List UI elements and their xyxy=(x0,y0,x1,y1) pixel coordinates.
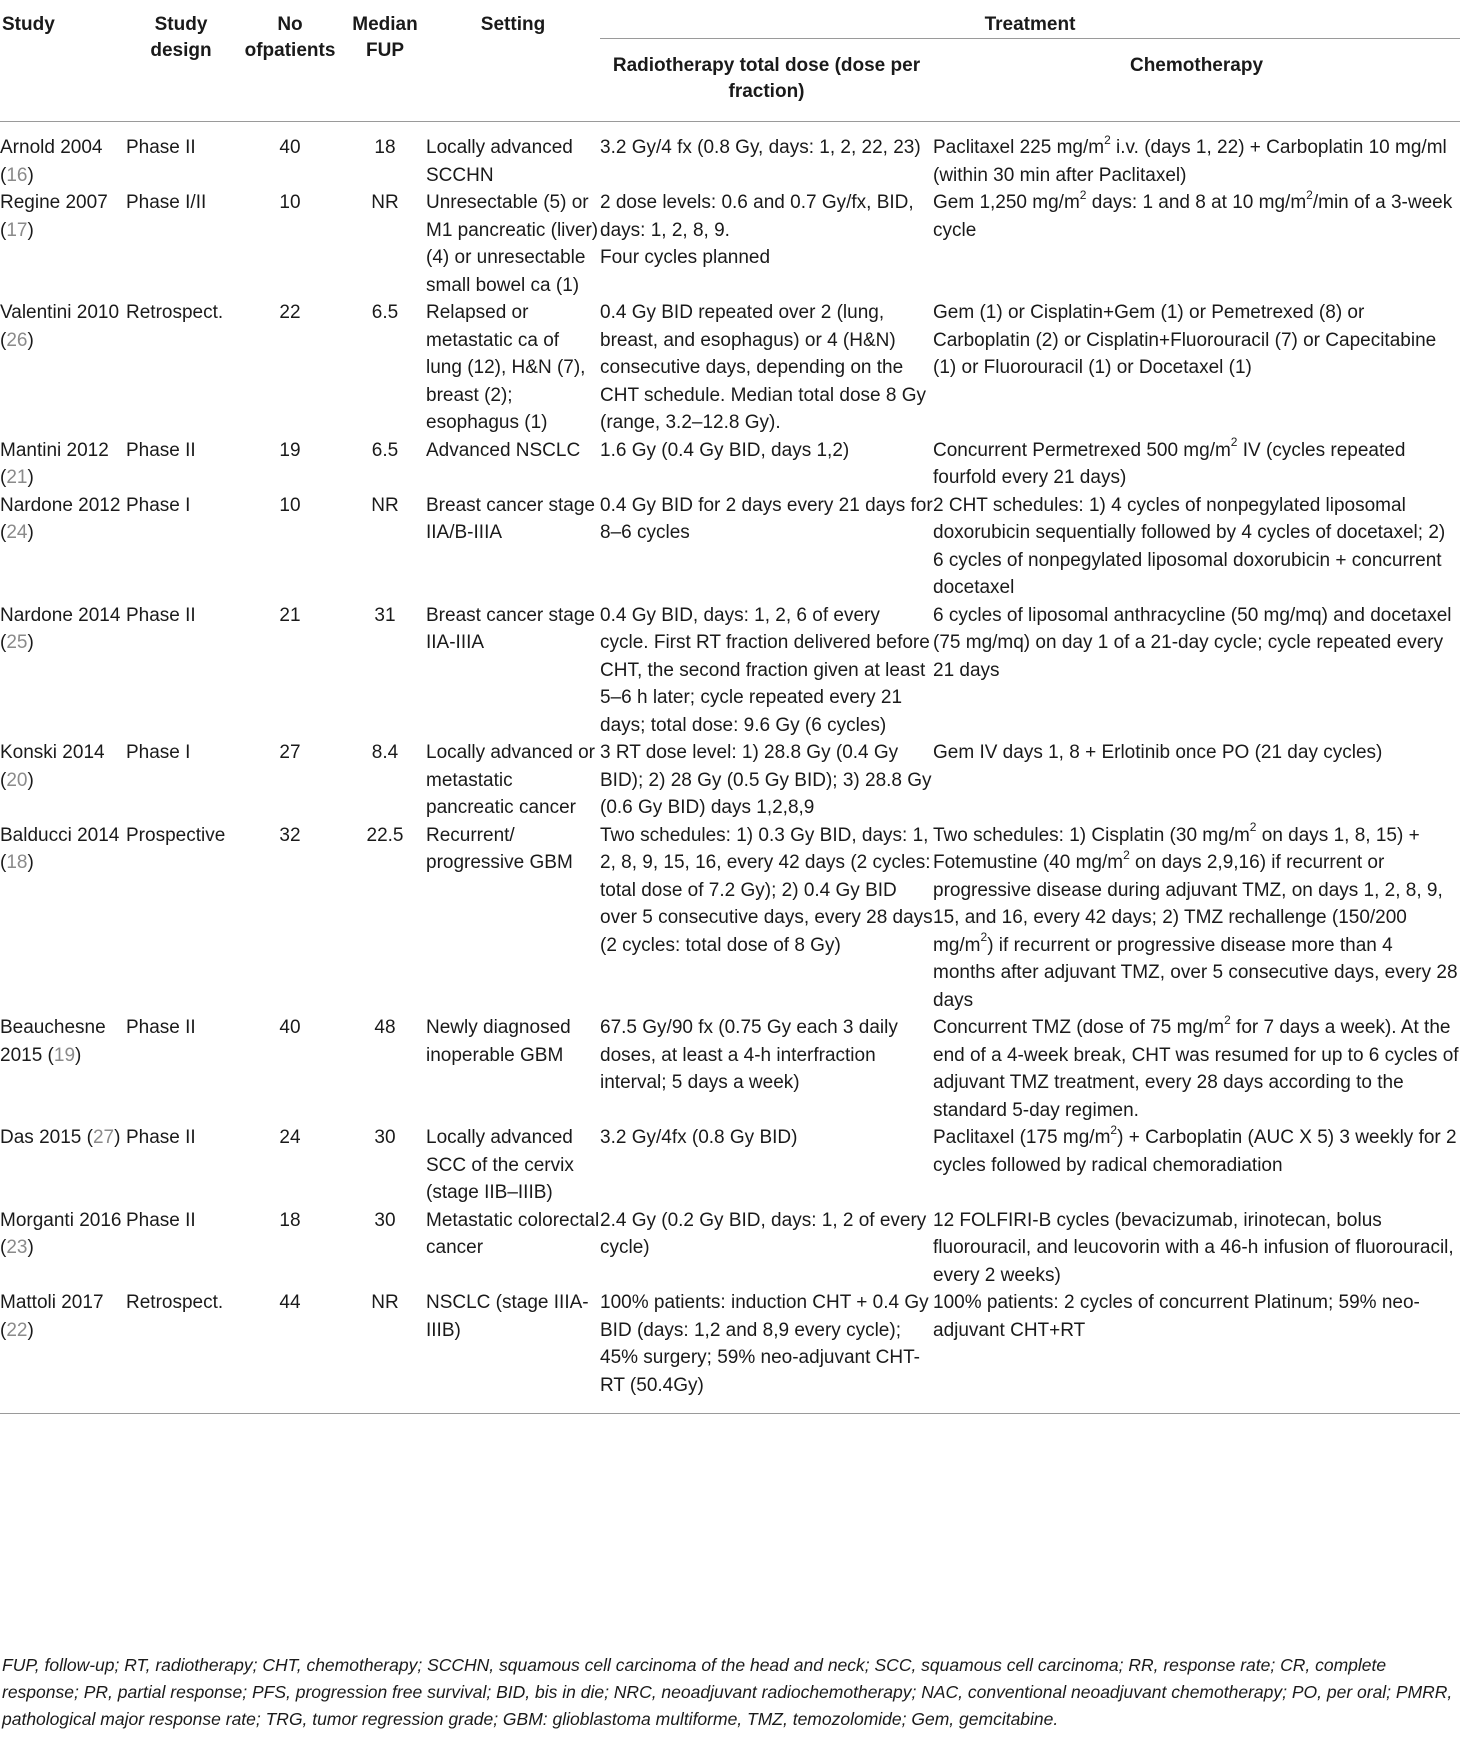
radiotherapy-cell: 1.6 Gy (0.4 Gy BID, days 1,2) xyxy=(600,439,850,461)
setting-cell: Advanced NSCLC xyxy=(426,439,581,461)
design-cell: Phase II xyxy=(126,1209,196,1231)
study-cell: Das 2015 (27) xyxy=(0,1127,121,1148)
design-cell: Phase I xyxy=(126,742,191,763)
table-row xyxy=(0,602,1460,740)
fup-cell: 30 xyxy=(374,1209,396,1231)
reference-link[interactable]: 20 xyxy=(6,769,28,791)
table-row xyxy=(0,1124,1460,1207)
patients-cell: 27 xyxy=(279,742,301,763)
radiotherapy-cell: 2 dose levels: 0.6 and 0.7 Gy/fx, BID, days: 1, 2, 8, 9. Four cycles planned xyxy=(600,192,914,268)
patients-cell: 32 xyxy=(279,824,301,846)
fup-cell: 6.5 xyxy=(371,439,399,461)
reference-link[interactable]: 22 xyxy=(6,1319,28,1341)
design-cell: Retrospect. xyxy=(126,302,224,323)
design-cell: Phase II xyxy=(126,439,196,461)
setting-cell: Recurrent/ progressive GBM xyxy=(426,824,573,873)
chemotherapy-cell: Gem IV days 1, 8 + Erlotinib once PO (21 day cycles) xyxy=(933,742,1383,763)
design-cell: Retrospect. xyxy=(126,1289,236,1414)
chemotherapy-cell: Two schedules: 1) Cisplatin (30 $mg/m^2$ on days 1, 8, 15) + Fotemustine (40 $mg/m^2$ on days 2,9,16) if recurrent or progressive disease during adjuvant TMZ, on days 1, 2, 8, 9, 15, and 16, every 42 days; 2) TMZ rechallenge (150/200 $mg/m^2$) if recurrent or progressive disease more than 4 months after adjuvant TMZ, over 5 consecutive days, every 28 days xyxy=(933,820,1458,1011)
reference-link[interactable]: 26 xyxy=(6,329,28,351)
table-footnote: FUP, follow-up; RT, radiotherapy; CHT, chemotherapy; SCCHN, squamous cell carcinoma of the head and neck; SCC, squamous cell carcinoma; RR, response rate; CR, complete response; PR, partial response; PFS, progression free survival; BID, bis in die; NRC, neoadjuvant radiochemotherapy; NAC, conventional neoadjuvant chemotherapy; PO, per oral; PMRR, pathological major response rate; TRG, tumor regression grade; GBM: glioblastoma multiforme, TMZ, temozolomide; Gem, gemcitabine. xyxy=(2,1655,1453,1729)
radiotherapy-cell: 0.4 Gy BID repeated over 2 (lung, breast, and esophagus) or 4 (H&N) consecutive days, depending on the CHT schedule. Median total dose 8 Gy (range, 3.2–12.8 Gy). xyxy=(600,302,926,433)
radiotherapy-cell: 3 RT dose level: 1) 28.8 Gy (0.4 Gy BID); 2) 28 Gy (0.5 Gy BID); 3) 28.8 Gy (0.6 Gy BID) days 1,2,8,9 xyxy=(600,742,932,818)
radiotherapy-cell: 100% patients: induction CHT + 0.4 Gy BID (days: 1,2 and 8,9 every cycle); 45% surgery; 59% neo-adjuvant CHT-RT (50.4Gy) xyxy=(600,1289,933,1414)
fup-cell: NR xyxy=(344,1289,426,1414)
reference-link[interactable]: 25 xyxy=(6,632,28,653)
setting-cell: Breast cancer stage IIA-IIIA xyxy=(426,604,595,653)
table-row xyxy=(0,739,1460,822)
reference-link[interactable]: 23 xyxy=(6,1237,28,1258)
table-row xyxy=(0,189,1460,299)
chemotherapy-cell: 100% patients: 2 cycles of concurrent Platinum; 59% neo-adjuvant CHT+RT xyxy=(933,1289,1460,1414)
table-row xyxy=(0,1289,1460,1414)
radiotherapy-cell: 67.5 Gy/90 fx (0.75 Gy each 3 daily doses, at least a 4-h interfraction interval; 5 days a week) xyxy=(600,1017,898,1093)
design-cell: Phase I/II xyxy=(126,192,207,213)
design-cell: Phase I xyxy=(126,494,191,516)
radiotherapy-cell: 0.4 Gy BID for 2 days every 21 days for 8–6 cycles xyxy=(600,494,933,543)
table-row xyxy=(0,1207,1460,1290)
patients-cell: 19 xyxy=(279,439,301,461)
reference-link[interactable]: 18 xyxy=(6,852,28,873)
setting-cell: Unresectable (5) or M1 pancreatic (liver) (4) or unresectable small bowel ca (1) xyxy=(426,192,599,296)
patients-cell: 10 xyxy=(279,192,301,213)
chemotherapy-cell: 6 cycles of liposomal anthracycline (50 mg/mq) and docetaxel (75 mg/mq) on day 1 of a 21-day cycle; cycle repeated every 21 days xyxy=(933,604,1452,681)
radiotherapy-cell: 3.2 Gy/4fx (0.8 Gy BID) xyxy=(600,1127,798,1148)
setting-cell: Relapsed or metastatic ca of lung (12), H&N (7), breast (2); esophagus (1) xyxy=(426,302,586,433)
chemotherapy-cell: Gem 1,250 $mg/m^2$ days: 1 and 8 at 10 $mg/m^2/\min$ of a 3-week cycle xyxy=(933,187,1453,241)
table-row xyxy=(0,437,1460,492)
study-cell: Konski 2014 (20) xyxy=(0,742,105,791)
study-cell: Nardone 2012 (24) xyxy=(0,494,121,543)
study-cell: Mantini 2012 (21) xyxy=(0,439,109,488)
header-patients: No ofpatients xyxy=(236,0,344,122)
header-median-fup: Median FUP xyxy=(344,0,426,122)
study-cell: Arnold 2004 (16) xyxy=(0,137,103,186)
chemotherapy-cell: Paclitaxel 225 $mg/m^2$ i.v. (days 1, 22) + Carboplatin 10 mg/ml (within 30 min after Paclitaxel) xyxy=(933,132,1447,186)
setting-cell: Locally advanced SCCHN xyxy=(426,137,573,186)
study-cell: Mattoli 2017 (22) xyxy=(0,1289,126,1414)
header-study-design: Study design xyxy=(126,0,236,122)
design-cell: Phase II xyxy=(126,604,196,626)
header-chemotherapy: Chemotherapy xyxy=(933,39,1460,122)
fup-cell: 18 xyxy=(374,137,396,158)
study-cell: Regine 2007 (17) xyxy=(0,192,108,241)
table-body xyxy=(0,122,1460,1414)
study-cell: Beauchesne 2015 (19) xyxy=(0,1017,106,1066)
table-row xyxy=(0,1014,1460,1124)
patients-cell: 24 xyxy=(279,1127,301,1148)
fup-cell: 30 xyxy=(374,1127,396,1148)
fup-cell: NR xyxy=(371,192,399,213)
setting-cell: Locally advanced or metastatic pancreatic cancer xyxy=(426,742,595,818)
radiotherapy-cell: 2.4 Gy (0.2 Gy BID, days: 1, 2 of every cycle) xyxy=(600,1209,927,1258)
reference-link[interactable]: 27 xyxy=(92,1127,115,1148)
patients-cell: 10 xyxy=(279,494,301,516)
fup-cell: 6.5 xyxy=(371,302,399,323)
radiotherapy-cell: Two schedules: 1) 0.3 Gy BID, days: 1, 2, 8, 9, 15, 16, every 42 days (2 cycles: total dose of 7.2 Gy); 2) 0.4 Gy BID over 5 consecutive days, every 28 days (2 cycles: total dose of 8 Gy) xyxy=(600,824,933,956)
reference-link[interactable]: 21 xyxy=(6,467,28,488)
fup-cell: 48 xyxy=(374,1017,396,1038)
study-cell: Morganti 2016 (23) xyxy=(0,1209,122,1258)
reference-link[interactable]: 19 xyxy=(53,1044,76,1066)
setting-cell: Breast cancer stage IIA/B-IIIA xyxy=(426,494,595,543)
fup-cell: NR xyxy=(371,494,399,516)
reference-link[interactable]: 16 xyxy=(6,164,28,186)
patients-cell: 40 xyxy=(279,137,301,158)
header-study: Study xyxy=(0,0,126,122)
patients-cell: 40 xyxy=(279,1017,301,1038)
chemotherapy-cell: Concurrent Permetrexed 500 $mg/m^2$ IV (cycles repeated fourfold every 21 days) xyxy=(933,435,1406,488)
table-row xyxy=(0,122,1460,190)
chemotherapy-cell: 2 CHT schedules: 1) 4 cycles of nonpegylated liposomal doxorubicin sequentially followed by 4 cycles of docetaxel; 2) 6 cycles of nonpegylated liposomal doxorubicin + concurrent docetaxel xyxy=(933,494,1446,598)
design-cell: Phase II xyxy=(126,1017,196,1038)
header-treatment: Treatment xyxy=(600,0,1460,39)
design-cell: Phase II xyxy=(126,1127,196,1148)
fup-cell: 31 xyxy=(374,604,396,626)
setting-cell: Metastatic colorectal cancer xyxy=(426,1209,600,1258)
table-row xyxy=(0,822,1460,1015)
setting-cell: Newly diagnosed inoperable GBM xyxy=(426,1017,571,1066)
fup-cell: 22.5 xyxy=(366,824,404,846)
chemotherapy-cell: Paclitaxel (175 $mg/m^2$) + Carboplatin (AUC X 5) 3 weekly for 2 cycles followed by radical chemoradiation xyxy=(933,1122,1457,1176)
setting-cell: NSCLC (stage IIIA-IIIB) xyxy=(426,1289,600,1414)
header-radiotherapy: Radiotherapy total dose (dose per fraction) xyxy=(600,39,933,122)
study-cell: Balducci 2014 (18) xyxy=(0,824,120,873)
header-setting: Setting xyxy=(426,0,600,122)
setting-cell: Locally advanced SCC of the cervix (stage IIB–IIIB) xyxy=(426,1127,574,1203)
patients-cell: 21 xyxy=(279,604,301,626)
patients-cell: 18 xyxy=(279,1209,301,1231)
design-cell: Prospective xyxy=(126,824,226,846)
study-cell: Valentini 2010 (26) xyxy=(0,302,120,351)
fup-cell: 8.4 xyxy=(371,742,399,763)
design-cell: Phase II xyxy=(126,137,196,158)
reference-link[interactable]: 17 xyxy=(6,219,28,241)
patients-cell: 44 xyxy=(236,1289,344,1414)
table-row xyxy=(0,492,1460,602)
chemotherapy-cell: Concurrent TMZ (dose of 75 $mg/m^2$ for 7 days a week). At the end of a 4-week break, CHT was resumed for up to 6 cycles of adjuvant TMZ treatment, every 28 days according to the standard 5-day regimen. xyxy=(933,1012,1459,1121)
patients-cell: 22 xyxy=(279,302,301,323)
radiotherapy-cell: 0.4 Gy BID, days: 1, 2, 6 of every cycle. First RT fraction delivered before CHT, the second fraction given at least 5–6 h later; cycle repeated every 21 days; total dose: 9.6 Gy (6 cycles) xyxy=(600,604,930,736)
reference-link[interactable]: 24 xyxy=(6,522,28,543)
radiotherapy-cell: 3.2 Gy/4 fx (0.8 Gy, days: 1, 2, 22, 23) xyxy=(600,137,921,158)
chemotherapy-cell: 12 FOLFIRI-B cycles (bevacizumab, irinotecan, bolus fluorouracil, and leucovorin with a 46-h infusion of fluorouracil, every 2 weeks) xyxy=(933,1209,1454,1286)
chemotherapy-cell: Gem (1) or Cisplatin+Gem (1) or Pemetrexed (8) or Carboplatin (2) or Cisplatin+Fluorouracil (7) or Capecitabine (1) or Fluorouracil (1) or Docetaxel (1) xyxy=(933,302,1437,378)
study-cell: Nardone 2014 (25) xyxy=(0,604,121,653)
table-row xyxy=(0,299,1460,437)
